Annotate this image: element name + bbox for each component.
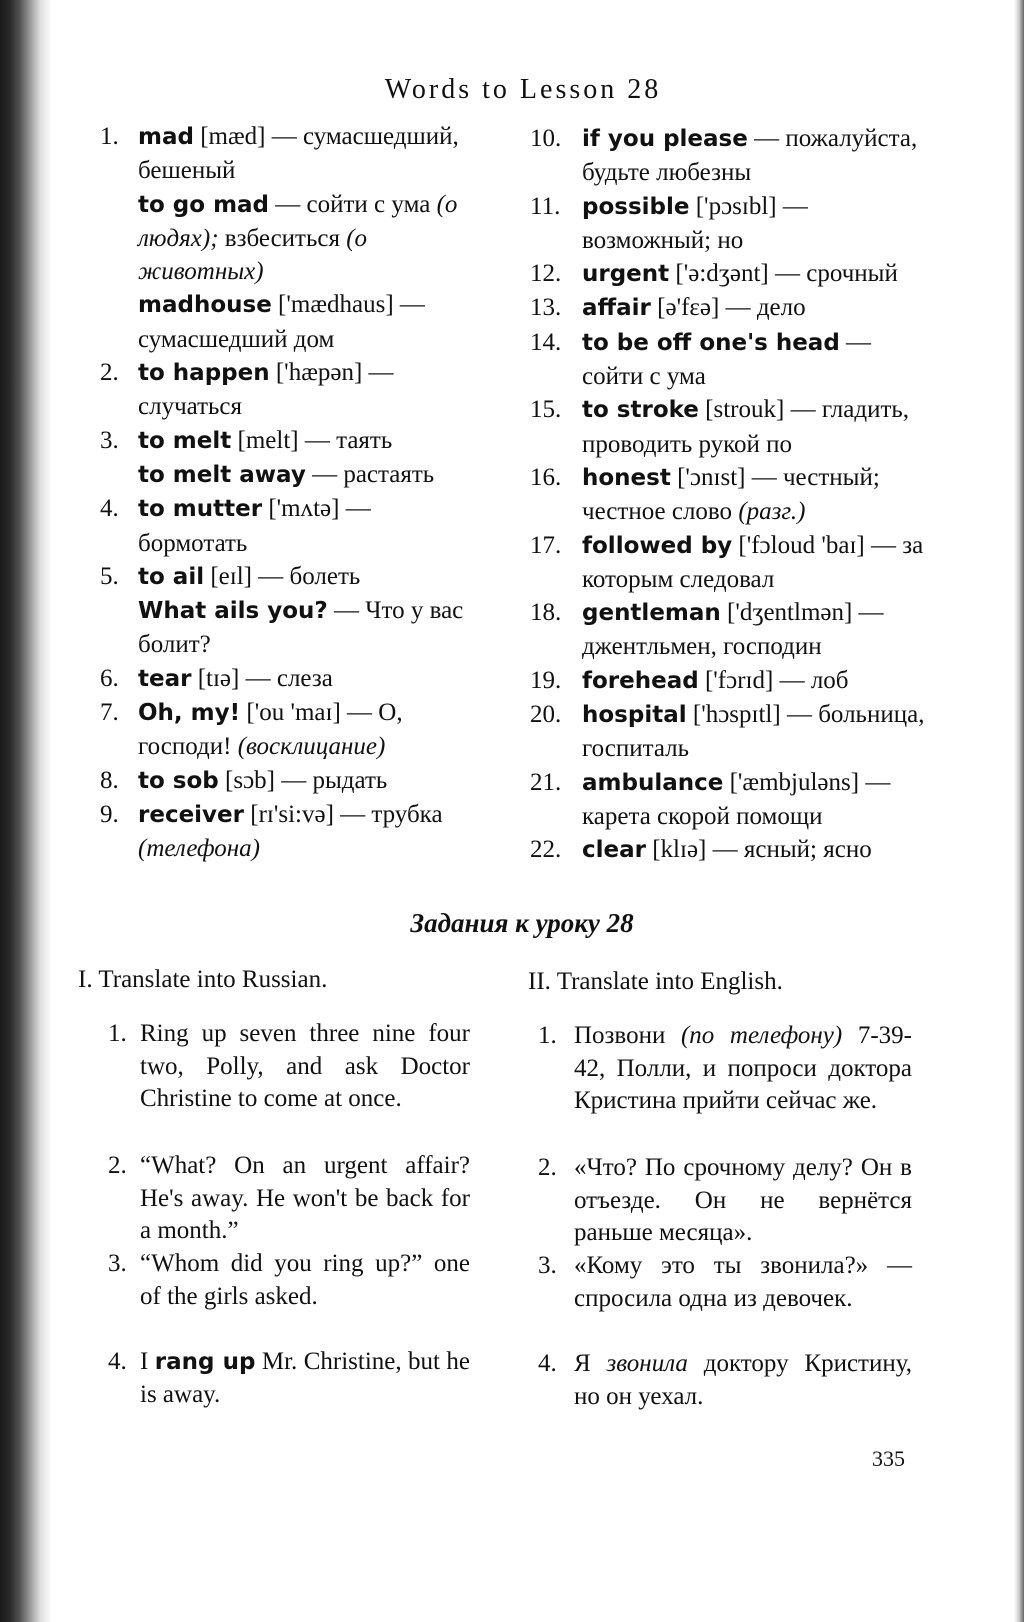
item-text: «Кому это ты звонила?» — спросила одна из девочек. — [574, 1252, 912, 1312]
headword: if you please — [582, 126, 748, 152]
definition: [ə'fɛə] — дело — [650, 294, 806, 322]
entry-line — [582, 291, 930, 325]
glossary-entry — [100, 424, 480, 493]
entry-line — [138, 458, 480, 492]
entry-line — [138, 696, 480, 764]
headword: Oh, my! — [138, 700, 241, 727]
entry-number: 9. — [100, 800, 119, 828]
entry-line — [582, 664, 930, 698]
entry-number: 10. — [530, 125, 562, 152]
item-text: Позвони — [574, 1022, 681, 1049]
definition: ['mʌtə] — бормотать — [138, 495, 371, 557]
glossary-entry — [530, 326, 930, 394]
list-item — [108, 1018, 470, 1116]
entry-number: 16. — [530, 463, 562, 491]
entry-number: 1. — [100, 123, 119, 150]
entry-number: 6. — [100, 664, 119, 692]
item-text: Ring up seven three nine four two, Polly, and ask Doctor Christine to come at once. — [140, 1020, 470, 1112]
headword: ambulance — [582, 769, 724, 796]
exercise-2-item — [538, 1250, 912, 1315]
entry-number: 21. — [530, 768, 562, 796]
definition: ['fɔloud 'baɪ] — за которым следовал — [582, 531, 924, 593]
exercise-2-title: II. Translate into English. — [528, 968, 783, 995]
headword: possible — [582, 193, 690, 220]
item-number: 4. — [108, 1348, 127, 1375]
item-text: «Что? По срочному делу? Он в отъезде. Он не вернётся раньше месяца». — [574, 1154, 912, 1246]
entry-number: 22. — [530, 836, 562, 864]
entry-line — [138, 288, 480, 356]
definition: — сойти с ума — [582, 328, 872, 391]
headword: to mutter — [138, 496, 263, 523]
entry-line — [138, 356, 480, 424]
headword: to stroke — [582, 397, 699, 424]
headword: gentleman — [582, 600, 721, 627]
glossary-entry — [530, 257, 930, 291]
glossary-entry — [530, 190, 930, 258]
headword: madhouse — [138, 292, 272, 319]
item-text: Я — [574, 1350, 607, 1377]
entry-line — [138, 120, 480, 188]
item-number: 1. — [538, 1022, 557, 1049]
entry-line — [138, 594, 480, 662]
headword: to sob — [138, 767, 219, 794]
glossary-entry — [100, 798, 480, 866]
definition: — растаять — [305, 460, 435, 488]
item-number: 2. — [108, 1152, 127, 1179]
entry-line — [582, 766, 930, 834]
usage-note: (разг.) — [738, 498, 806, 526]
definition: — Что у вас болит? — [138, 597, 464, 659]
definition: ['pɔsɪbl] — возможный; но — [582, 192, 808, 254]
definition: взбеситься — [218, 224, 347, 252]
glossary-right-column — [530, 122, 930, 868]
entry-line — [138, 764, 480, 798]
definition: [mæd] — сумасшедший, бешеный — [138, 123, 459, 185]
section-title: Задания к уроку 28 — [410, 908, 634, 938]
entry-number: 2. — [100, 359, 119, 387]
page-number: 335 — [872, 1446, 905, 1471]
headword: to happen — [138, 360, 270, 387]
usage-note: (телефона) — [138, 835, 260, 863]
headword: forehead — [582, 667, 699, 694]
item-number: 3. — [538, 1252, 557, 1279]
item-text: Mr. Christine, but he is away. — [140, 1348, 471, 1408]
definition: ['ɔnɪst] — честный; честное слово — [582, 463, 880, 526]
headword: followed by — [582, 532, 733, 559]
glossary-entry — [530, 291, 930, 325]
definition: [rɪ'si:və] — трубка — [244, 800, 443, 828]
entry-line — [582, 461, 930, 529]
entry-line — [582, 257, 930, 291]
glossary-entry — [100, 492, 480, 560]
item-number: 4. — [538, 1350, 557, 1377]
definition: ['ou 'maɪ] — О, господи! — [138, 699, 403, 761]
entry-number: 18. — [530, 599, 562, 627]
definition: [strouk] — гладить, проводить рукой по — [582, 396, 910, 458]
glossary-entry — [530, 122, 930, 190]
list-item — [538, 1348, 912, 1413]
exercise-2-item — [538, 1020, 912, 1118]
glossary-entry — [530, 461, 930, 529]
definition: [melt] — таять — [231, 426, 393, 454]
exercise-2-item — [538, 1152, 912, 1250]
entry-line — [138, 492, 480, 560]
headword: to be off one's head — [582, 329, 840, 356]
list-item — [538, 1020, 912, 1118]
glossary-entry — [100, 120, 480, 356]
exercise-1-item — [108, 1150, 470, 1248]
item-number: 3. — [108, 1250, 127, 1277]
glossary-entry — [530, 529, 930, 597]
headword: hospital — [582, 702, 687, 729]
glossary-entry — [100, 356, 480, 424]
list-item — [108, 1248, 470, 1313]
entry-number: 17. — [530, 531, 562, 559]
item-number: 2. — [538, 1154, 557, 1181]
headword: affair — [582, 295, 651, 322]
definition: [sɔb] — рыдать — [218, 766, 388, 794]
entry-line — [582, 698, 930, 766]
list-item — [538, 1152, 912, 1250]
usage-note: (о животных) — [138, 224, 368, 286]
definition: ['mædhaus] — сумасшедший дом — [138, 291, 425, 353]
exercise-2-item — [538, 1348, 912, 1413]
definition: ['dʒentlmən] — джентльмен, господин — [582, 599, 884, 661]
definition: [klɪə] — ясный; ясно — [645, 836, 872, 864]
glossary-entry — [100, 560, 480, 662]
entry-number: 8. — [100, 766, 119, 794]
entry-line — [138, 188, 480, 289]
headword: receiver — [138, 801, 244, 828]
definition: ['ə:dʒənt] — срочный — [669, 260, 898, 288]
headword: to melt away — [138, 461, 306, 488]
entry-number: 7. — [100, 699, 119, 727]
headword: to ail — [138, 563, 205, 590]
item-text: I — [140, 1348, 155, 1375]
entry-line — [582, 122, 930, 190]
headword: clear — [582, 837, 646, 864]
usage-note: (восклицание) — [237, 733, 386, 761]
entry-line — [138, 424, 480, 458]
page-edge-shadow — [1014, 0, 1024, 1622]
glossary-entry — [530, 833, 930, 867]
highlighted-phrase: rang up — [154, 1349, 256, 1375]
entry-number: 3. — [100, 426, 119, 454]
headword: tear — [138, 665, 192, 692]
glossary-entry — [100, 662, 480, 696]
entry-number: 4. — [100, 495, 119, 523]
definition: [eɪl] — болеть — [204, 562, 361, 590]
list-item — [108, 1150, 470, 1248]
definition: — пожалуйста, будьте любезны — [582, 125, 918, 187]
exercise-1-item — [108, 1346, 470, 1411]
entry-line — [138, 798, 480, 866]
definition: — сойти с ума — [269, 190, 437, 218]
definition: [tɪə] — слеза — [191, 664, 333, 692]
entry-line — [582, 190, 930, 258]
entry-number: 15. — [530, 396, 562, 424]
glossary-left-column — [100, 120, 480, 866]
item-text: “Whom did you ring up?” one of the girls asked. — [140, 1250, 470, 1310]
entry-number: 11. — [530, 192, 561, 220]
entry-number: 13. — [530, 294, 562, 322]
entry-number: 12. — [530, 260, 562, 288]
definition: ['æmbjuləns] — карета скорой помощи — [582, 768, 891, 830]
exercise-1-item — [108, 1248, 470, 1313]
usage-note: (о людях); — [138, 190, 458, 252]
entry-line — [582, 596, 930, 664]
exercise-1-title: I. Translate into Russian. — [78, 966, 328, 993]
list-item — [108, 1346, 470, 1411]
headword: to melt — [138, 427, 232, 454]
definition: ['fɔrɪd] — лоб — [698, 666, 849, 694]
item-text: “What? On an urgent affair? He's away. He won't be back for a month.” — [140, 1152, 470, 1244]
headword: What ails you? — [138, 598, 328, 625]
headword: urgent — [582, 261, 670, 288]
entry-line — [138, 662, 480, 696]
exercise-1-item — [108, 1018, 470, 1116]
item-text: доктору Кристину, но он уехал. — [574, 1350, 912, 1410]
usage-note: звонила — [606, 1350, 688, 1377]
entry-line — [582, 833, 930, 867]
page-heading: Words to Lesson 28 — [384, 74, 662, 105]
glossary-entry — [530, 596, 930, 664]
entry-line — [582, 393, 930, 461]
glossary-entry — [530, 393, 930, 461]
entry-number: 14. — [530, 328, 562, 356]
definition: ['hɔspɪtl] — больница, госпиталь — [582, 701, 925, 763]
glossary-entry — [530, 664, 930, 698]
glossary-entry — [100, 696, 480, 764]
glossary-entry — [530, 766, 930, 834]
list-item — [538, 1250, 912, 1315]
headword: to go mad — [138, 191, 270, 218]
glossary-entry — [100, 764, 480, 798]
page-binding-shadow — [0, 0, 52, 1622]
usage-note: (по телефону) — [680, 1022, 843, 1049]
headword: honest — [582, 464, 671, 491]
definition: ['hæpən] — случаться — [138, 359, 394, 421]
glossary-entry — [530, 698, 930, 766]
entry-line — [582, 326, 930, 394]
entry-number: 19. — [530, 666, 562, 694]
entry-number: 20. — [530, 701, 562, 729]
headword: mad — [138, 124, 194, 150]
item-number: 1. — [108, 1020, 127, 1047]
item-text: 7-39-42, Полли, и попроси доктора Кристина прийти сейчас же. — [574, 1022, 912, 1114]
entry-line — [582, 529, 930, 597]
entry-number: 5. — [100, 562, 119, 590]
entry-line — [138, 560, 480, 594]
